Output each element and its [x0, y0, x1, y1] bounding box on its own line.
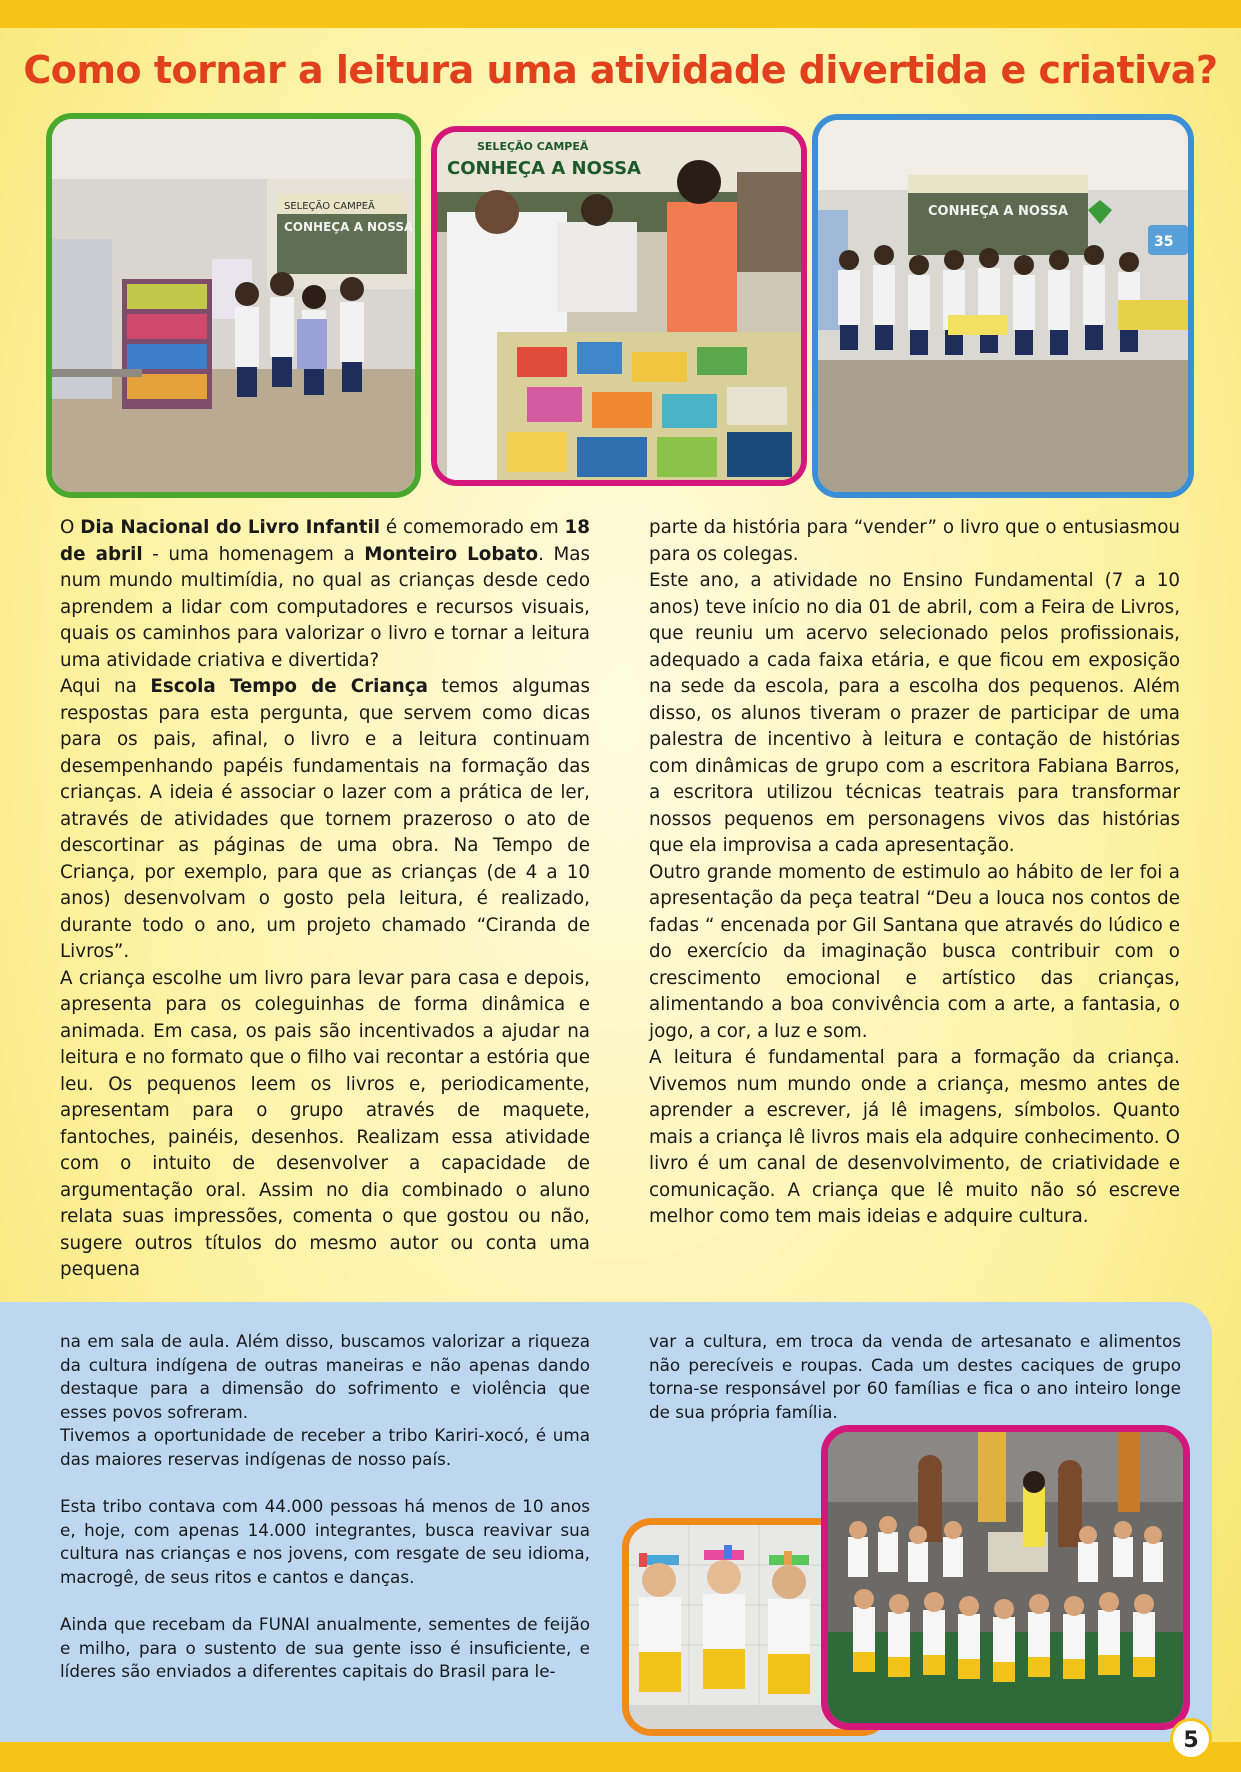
article-column-left	[60, 515, 590, 1284]
photo-book-fair-right	[812, 114, 1194, 498]
panel-column-left	[60, 1330, 590, 1684]
text-run: temos algumas respostas para esta pergunta, que servem como dicas para os pais, afinal, o livro e a leitura continuam desempenhando papéis fundamentais na formação das crianças. A ideia é associar o lazer com a prática de ler, através de atividades que tornem prazeroso o ato de descortinar as páginas de uma obra. Na Tempo de Criança, por exemplo, para que as crianças (de 4 a 10 anos) desenvolvam o gosto pela leitura, é realizado, durante todo o ano, um projeto chamado “Ciranda de Livros”.	[60, 676, 590, 962]
banner-text: CONHEÇA A NOSSA	[447, 158, 641, 179]
photo-illustration	[52, 119, 415, 492]
photo-book-fair-center	[431, 126, 807, 486]
banner-top-text: SELEÇÃO CAMPEÃ	[284, 201, 375, 212]
panel-paragraph: Esta tribo contava com 44.000 pessoas há menos de 10 anos e, hoje, com apenas 14.000 integrantes, busca reavivar sua cultura nas crianças e nos jovens, com resgate de seu idioma, macrogê, de seus ritos e cantos e danças.	[60, 1496, 590, 1587]
panel-paragraph: Tivemos a oportunidade de receber a tribo Kariri-xocó, é uma das maiores reservas indígenas de nosso país.	[60, 1425, 590, 1469]
bold-run: Escola Tempo de Criança	[150, 676, 428, 697]
panel-column-right	[649, 1330, 1181, 1424]
article-paragraph	[60, 674, 590, 966]
photo-illustration	[437, 132, 801, 480]
page-title: Como tornar a leitura uma atividade divertida e criativa?	[23, 48, 1218, 92]
bold-run: 18 de abril	[60, 517, 590, 565]
top-band	[0, 0, 1241, 28]
panel-paragraph: var a cultura, em troca da venda de artesanato e alimentos não perecíveis e roupas. Cada um destes caciques de grupo torna-se responsável por 60 famílias e fica o ano inteiro longe de sua própria família.	[649, 1331, 1181, 1422]
photo-illustration	[818, 120, 1188, 492]
panel-spacer	[60, 1472, 590, 1496]
text-run: - uma homenagem a	[142, 543, 365, 565]
photo-book-fair-left	[46, 113, 421, 498]
article-paragraph: parte da história para “vender” o livro que o entusiasmou para os colegas.	[649, 517, 1180, 565]
panel-spacer	[60, 1590, 590, 1614]
page-number: 5	[1170, 1718, 1212, 1760]
photo-tribe-visit	[821, 1425, 1190, 1730]
text-run: O	[60, 517, 81, 538]
panel-paragraph: na em sala de aula. Além disso, buscamos valorizar a riqueza da cultura indígena de outras maneiras e não apenas dando destaque para a dimensão do sofrimento e violência que esses povos sofreram.	[60, 1331, 590, 1422]
article-paragraph: A leitura é fundamental para a formação da criança. Vivemos num mundo onde a criança, mesmo antes de aprender a escrever, já lê imagens, símbolos. Quanto mais a criança lê livros mais ela adquire conhecimento. O livro é um canal de desenvolvimento, de criatividade e comunicação. A criança que lê muito não só escreve melhor como tem mais ideias e adquire cultura.	[649, 1047, 1180, 1227]
text-run: . Mas num mundo multimídia, no qual as crianças desde cedo aprendem a lidar com computadores e recursos visuais, quais os caminhos para valorizar o livro e tornar a leitura uma atividade criativa e divertida?	[60, 543, 590, 671]
bold-run: Dia Nacional do Livro Infantil	[80, 517, 381, 538]
article-paragraph	[60, 515, 590, 674]
photo-illustration	[828, 1432, 1183, 1723]
article-paragraph: Este ano, a atividade no Ensino Fundamental (7 a 10 anos) teve início no dia 01 de abril, com a Feira de Livros, que reuniu um acervo selecionado pelos profissionais, adequado a cada faixa etária, e que ficou em exposição na sede da escola, para a escolha dos pequenos. Além disso, os alunos tiveram o prazer de participar de uma palestra de incentivo à leitura e contação de histórias com dinâmicas de grupo com a escritora Fabiana Barros, a escritora utilizou técnicas teatrais para transformar nossos pequenos em personagens vivos das histórias que ela improvisa a cada apresentação.	[649, 570, 1180, 856]
wall-number: 35	[1154, 234, 1174, 250]
bold-run: Monteiro Lobato	[364, 543, 539, 565]
article-column-right	[649, 515, 1180, 1231]
banner-text: CONHEÇA A NOSSA	[928, 204, 1069, 219]
article-paragraph: A criança escolhe um livro para levar para casa e depois, apresenta para os coleguinhas de forma dinâmica e animada. Em casa, os pais são incentivados a ajudar na leitura e no formato que o filho vai recontar a estória que leu. Os pequenos leem os livros e, periodicamente, apresentam para o grupo através de maquete, fantoches, painéis, desenhos. Realizam essa atividade com o intuito de desenvolver a capacidade de argumentação oral. Assim no dia combinado o aluno relata suas impressões, comenta o que gostou ou não, sugere outros títulos do mesmo autor ou conta uma pequena	[60, 967, 590, 1280]
banner-top-text: SELEÇÃO CAMPEÃ	[477, 140, 589, 153]
text-run: Aqui na	[60, 676, 151, 697]
banner-text: CONHEÇA A NOSSA	[284, 220, 414, 234]
bottom-band	[0, 1742, 1241, 1772]
panel-paragraph: Ainda que recebam da FUNAI anualmente, sementes de feijão e milho, para o sustento de sua gente isso é insuficiente, e líderes são enviados a diferentes capitais do Brasil para le-	[60, 1614, 590, 1682]
text-run: é comemorado em	[380, 517, 565, 538]
article-paragraph: Outro grande momento de estimulo ao hábito de ler foi a apresentação da peça teatral “Deu a louca nos contos de fadas “ encenada por Gil Santana que através do lúdico e do exercício da imaginação busca contribuir com o crescimento emocional e artístico das crianças, alimentando a boa convivência com a arte, a fantasia, o jogo, a cor, a luz e som.	[649, 861, 1180, 1042]
